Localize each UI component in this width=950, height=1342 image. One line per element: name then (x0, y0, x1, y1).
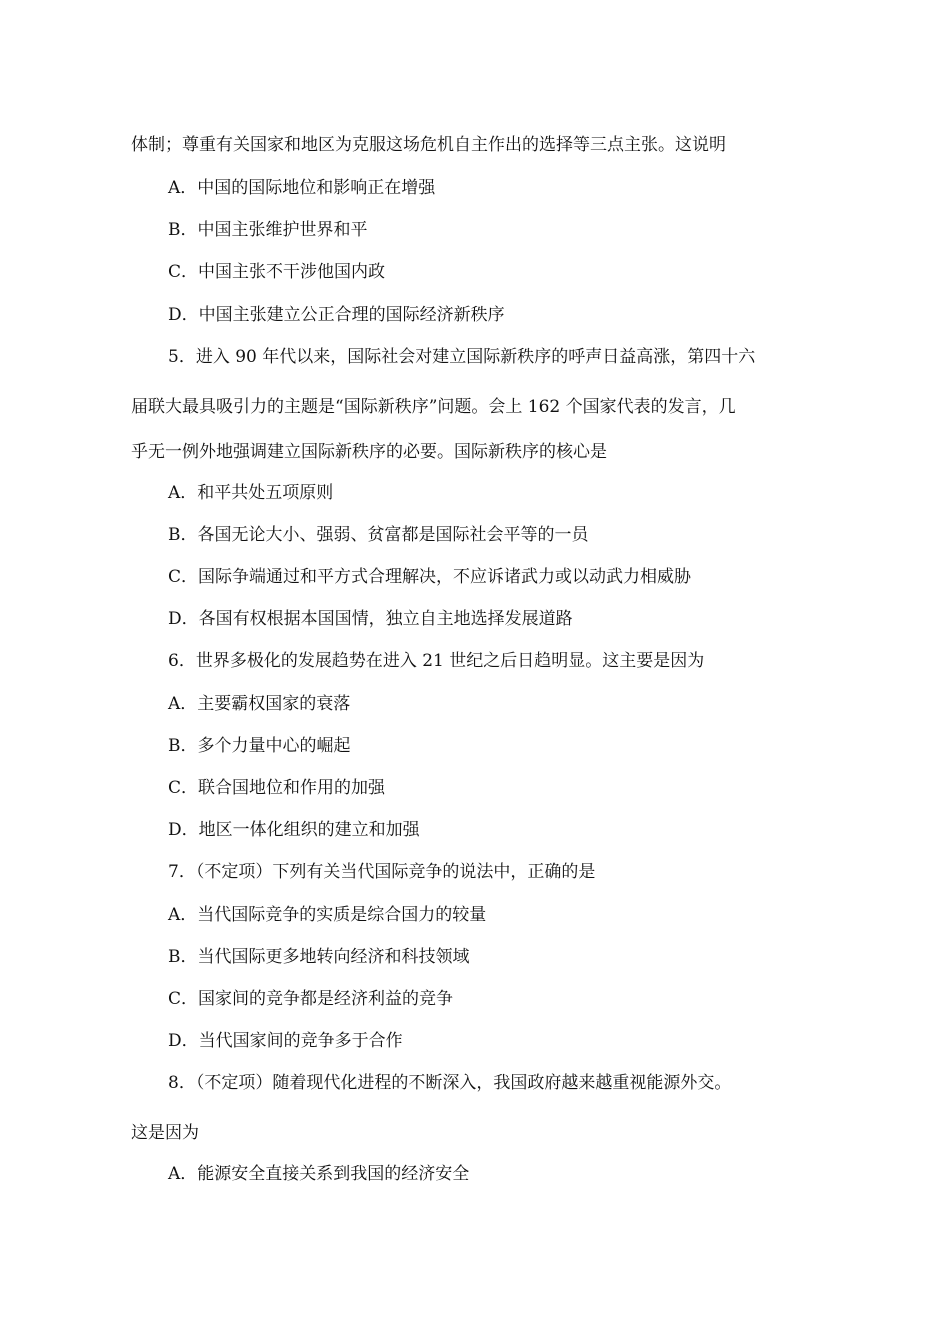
option-line: A．中国的国际地位和影响正在增强 (168, 178, 436, 198)
option-line: A．能源安全直接关系到我国的经济安全 (168, 1164, 470, 1184)
option-line: B．当代国际更多地转向经济和科技领域 (168, 947, 470, 967)
question-line: 8．（不定项）随着现代化进程的不断深入，我国政府越来越重视能源外交。 (168, 1073, 732, 1093)
option-line: C．国际争端通过和平方式合理解决，不应诉诸武力或以动武力相威胁 (168, 567, 692, 587)
option-line: A．和平共处五项原则 (168, 483, 334, 503)
option-line: C．联合国地位和作用的加强 (168, 778, 386, 798)
option-line: B．多个力量中心的崛起 (168, 736, 351, 756)
option-line: A．当代国际竞争的实质是综合国力的较量 (168, 905, 487, 925)
option-line: C．国家间的竞争都是经济利益的竞争 (168, 989, 454, 1009)
text-line: 届联大最具吸引力的主题是“国际新秩序”问题。会上 162 个国家代表的发言，几 (131, 397, 736, 417)
text-line: 乎无一例外地强调建立国际新秩序的必要。国际新秩序的核心是 (131, 442, 607, 462)
option-line: B．中国主张维护世界和平 (168, 220, 368, 240)
question-line: 6．世界多极化的发展趋势在进入 21 世纪之后日趋明显。这主要是因为 (168, 651, 705, 671)
option-line: D．地区一体化组织的建立和加强 (168, 820, 420, 840)
text-line: 体制；尊重有关国家和地区为克服这场危机自主作出的选择等三点主张。这说明 (131, 135, 726, 155)
option-line: C．中国主张不干涉他国内政 (168, 262, 386, 282)
text-line: 这是因为 (131, 1123, 199, 1143)
option-line: A．主要霸权国家的衰落 (168, 694, 351, 714)
question-line: 5．进入 90 年代以来，国际社会对建立国际新秩序的呼声日益高涨，第四十六 (168, 347, 756, 367)
option-line: D．中国主张建立公正合理的国际经济新秩序 (168, 305, 505, 325)
option-line: D．各国有权根据本国国情，独立自主地选择发展道路 (168, 609, 573, 629)
option-line: D．当代国家间的竞争多于合作 (168, 1031, 403, 1051)
question-line: 7．（不定项）下列有关当代国际竞争的说法中，正确的是 (168, 862, 596, 882)
option-line: B．各国无论大小、强弱、贫富都是国际社会平等的一员 (168, 525, 589, 545)
